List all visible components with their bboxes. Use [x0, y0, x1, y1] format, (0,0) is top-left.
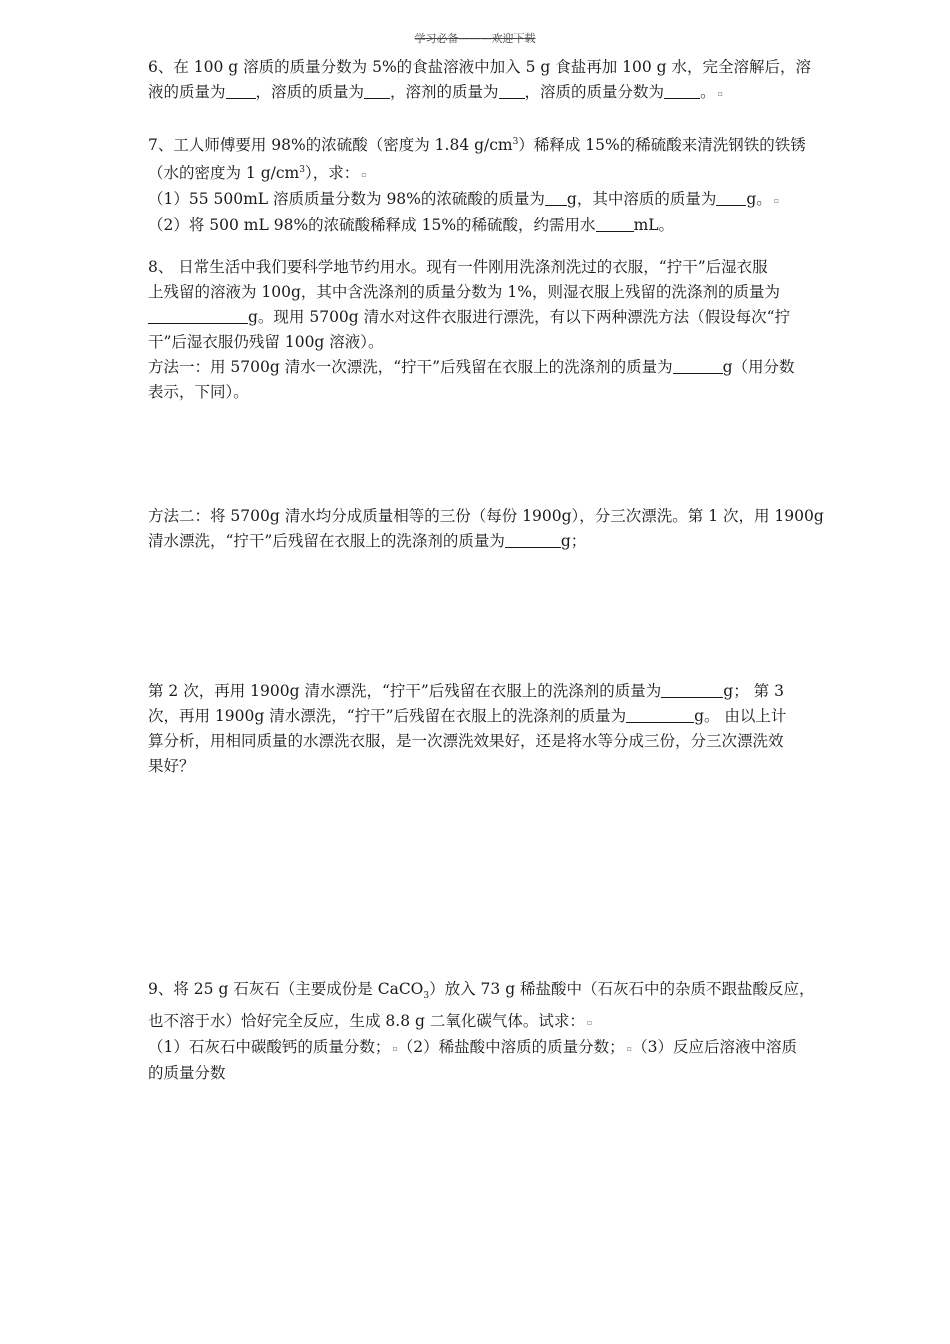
q7-text: （1）55 500mL 溶质质量分数为 98%的浓硫酸的质量为: [148, 190, 545, 209]
q9-text: 也不溶于水）恰好完全反应，生成 8.8 g 二氧化碳气体。试求：: [148, 1012, 585, 1031]
q7-text: g。: [746, 190, 772, 209]
q7-text: ），求：: [304, 164, 360, 183]
paragraph-mark: ▫: [361, 170, 367, 180]
q6-line-2: [148, 80, 830, 106]
paragraph-mark: ▫: [717, 89, 723, 98]
q9-line-4: 的质量分数: [148, 1064, 226, 1083]
q8-line-6: 表示，下同）。: [148, 383, 249, 401]
q7-blank-solute-mass[interactable]: [716, 189, 746, 206]
q7-blank-water-volume[interactable]: [596, 215, 634, 232]
q7-line-2: [148, 158, 830, 187]
paragraph-mark: ▫: [392, 1044, 398, 1054]
q8-blank-rinse-1[interactable]: [505, 531, 561, 548]
q9-subscript: 3: [423, 991, 430, 1002]
q8-text: 方法一：用 5700g 清水一次漂洗，“拧干”后残留在衣服上的洗涤剂的质量为: [148, 358, 673, 376]
q7-line-1: [148, 130, 830, 158]
page-header: 学习必备———欢迎下载: [414, 32, 536, 45]
q6-text: ，溶质的质量分数为: [524, 83, 665, 101]
q8-text: g。现用 5700g 清水对这件衣服进行漂洗，有以下两种漂洗方法（假设每次“拧: [248, 308, 791, 326]
q8-text: 清水漂洗，“拧干”后残留在衣服上的洗涤剂的质量为: [148, 532, 505, 550]
q8-method-2-line-2: [148, 529, 830, 554]
question-9: [148, 977, 830, 1086]
q8-text: 次，再用 1900g 清水漂洗，“拧干”后残留在衣服上的洗涤剂的质量为: [148, 707, 627, 725]
q8-text: g（用分数: [722, 358, 795, 376]
q6-blank-mass-fraction[interactable]: [664, 82, 700, 99]
q8-blank-method-1[interactable]: [673, 357, 723, 374]
q7-superscript: 3: [299, 165, 305, 176]
q7-text: mL。: [633, 216, 675, 235]
q6-text: ，溶剂的质量为: [390, 83, 499, 101]
q7-blank-acid-mass[interactable]: [545, 189, 567, 206]
q6-text: 液的质量为: [148, 83, 226, 101]
q9-text: （2）稀盐酸中溶质的质量分数；: [397, 1038, 625, 1057]
q9-text: （3）反应后溶液中溶质: [632, 1038, 797, 1057]
q8-method-1: [148, 355, 830, 380]
q6-blank-solute-mass[interactable]: [364, 82, 390, 99]
q7-part-1: [148, 187, 830, 213]
q9-text: ）放入 73 g 稀盐酸中（石灰石中的杂质不跟盐酸反应，: [429, 980, 815, 998]
q8-blank-detergent-mass[interactable]: [148, 307, 248, 324]
q6-text: 。: [700, 83, 716, 101]
question-8-rinses: [148, 679, 830, 779]
q8-line-1: 8、 日常生活中我们要科学地节约用水。现有一件刚用洗涤剂洗过的衣服，“拧干”后湿衣服: [148, 258, 768, 276]
q6-blank-solvent-mass[interactable]: [499, 82, 525, 99]
q8-conclusion-line-1: 算分析，用相同质量的水漂洗衣服，是一次漂洗效果好，还是将水等分成三份，分三次漂洗效: [148, 732, 784, 750]
q8-text: g。 由以上计: [694, 707, 787, 725]
q8-text: g； 第 3: [723, 682, 784, 700]
q6-text: ，溶质的质量为: [255, 83, 365, 101]
q7-superscript: 3: [512, 137, 519, 147]
q8-text: g；: [560, 532, 587, 550]
question-7: [148, 130, 830, 238]
q8-line-2: 上残留的溶液为 100g，其中含洗涤剂的质量分数为 1%，则湿衣服上残留的洗涤剂的质量为: [148, 283, 780, 301]
paragraph-mark: ▫: [586, 1018, 593, 1028]
q9-text: （1）石灰石中碳酸钙的质量分数；: [148, 1038, 391, 1057]
q8-line-4: 干”后湿衣服仍残留 100g 溶液）。: [148, 333, 384, 351]
q7-text: ）稀释成 15%的稀硫酸来清洗钢铁的铁锈: [518, 136, 806, 155]
q7-text: （水的密度为 1 g/cm: [148, 164, 300, 183]
q9-line-2: [148, 1009, 830, 1035]
question-6: [148, 55, 830, 106]
q7-text: g，其中溶质的质量为: [566, 190, 717, 209]
q8-blank-rinse-3[interactable]: [626, 706, 694, 723]
q8-text: 第 2 次，再用 1900g 清水漂洗，“拧干”后残留在衣服上的洗涤剂的质量为: [148, 682, 662, 700]
paragraph-mark: ▫: [626, 1044, 633, 1054]
q7-text: 7、工人师傅要用 98%的浓硫酸（密度为 1.84 g/cm: [148, 136, 513, 155]
q8-rinse-2-line: [148, 679, 830, 704]
q8-conclusion-line-2: 果好？: [148, 757, 195, 775]
question-8-method-2: [148, 504, 830, 554]
q6-blank-solution-mass[interactable]: [226, 82, 256, 99]
q6-line-1: 6、在 100 g 溶质的质量分数为 5%的食盐溶液中加入 5 g 食盐再加 100 g 水，完全溶解后，溶: [148, 58, 812, 76]
q8-blank-rinse-2[interactable]: [661, 681, 723, 698]
question-8: [148, 255, 830, 405]
q8-rinse-3-line: [148, 704, 830, 729]
q8-method-2-line-1: 方法二：将 5700g 清水均分成质量相等的三份（每份 1900g），分三次漂洗。第 1 次，用 1900g: [148, 507, 824, 525]
q8-line-3: [148, 305, 830, 330]
q9-line-3: [148, 1035, 830, 1061]
q7-part-2: [148, 213, 830, 238]
q7-text: （2）将 500 mL 98%的浓硫酸稀释成 15%的稀硫酸，约需用水: [148, 216, 596, 235]
q9-text: 9、将 25 g 石灰石（主要成份是 CaCO: [148, 980, 424, 998]
q9-line-1: [148, 977, 830, 1009]
paragraph-mark: ▫: [773, 196, 780, 206]
